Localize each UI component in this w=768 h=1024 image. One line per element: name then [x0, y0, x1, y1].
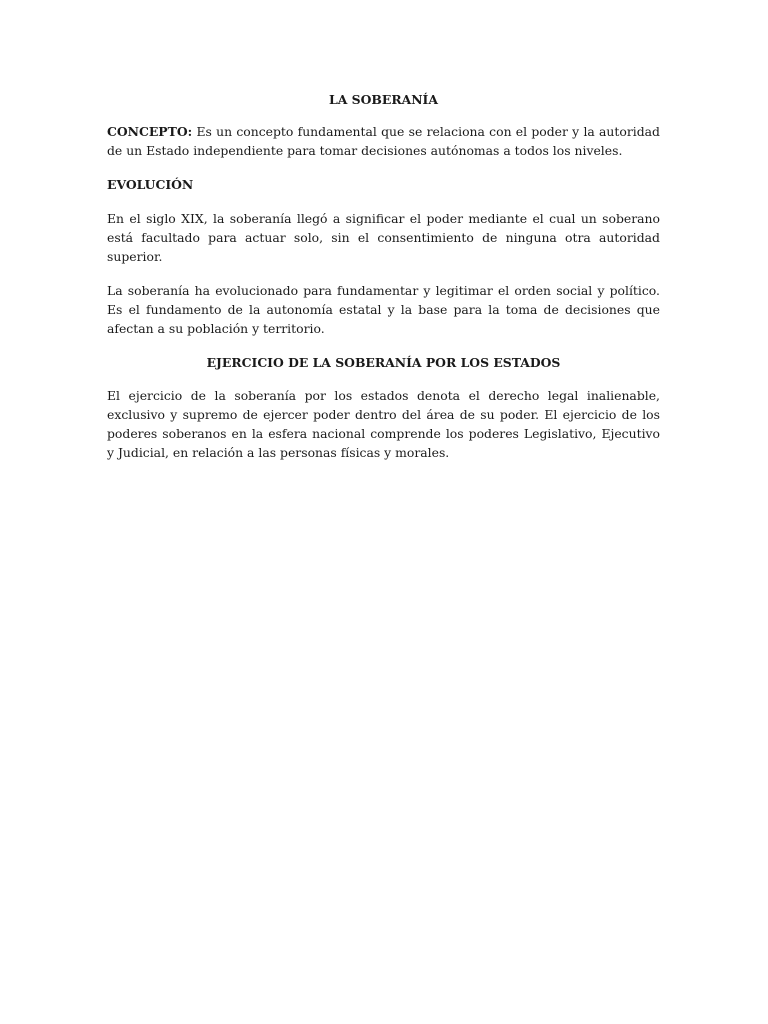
concept-label: CONCEPTO: [107, 124, 193, 139]
document-title: LA SOBERANÍA [329, 92, 438, 107]
exercise-heading: EJERCICIO DE LA SOBERANÍA POR LOS ESTADOS [206, 355, 561, 370]
concept-text: Es un concepto fundamental que se relaciona con el poder y la autoridad de un Estado independiente para tomar decisiones autónomas a todos los niveles. [107, 124, 660, 158]
evolution-paragraph-1: En el siglo XIX, la soberanía llegó a significar el poder mediante el cual un soberano está facultado para actuar solo, sin el consentimiento de ninguna otra autoridad superior. [107, 211, 660, 264]
exercise-paragraph: El ejercicio de la soberanía por los estados denota el derecho legal inalienable, exclusivo y supremo de ejercer poder dentro del área de su poder. El ejercicio de los poderes soberanos en la esfera nacional comprende los poderes Legislativo, Ejecutivo y Judicial, en relación a las personas físicas y morales. [107, 388, 660, 460]
document-body [107, 90, 660, 477]
evolution-paragraph-2: La soberanía ha evolucionado para fundamentar y legitimar el orden social y político. Es el fundamento de la autonomía estatal y la base para la toma de decisiones que afectan a su población y territorio. [107, 283, 660, 336]
evolution-heading: EVOLUCIÓN [107, 177, 194, 192]
concept-paragraph [107, 122, 660, 160]
